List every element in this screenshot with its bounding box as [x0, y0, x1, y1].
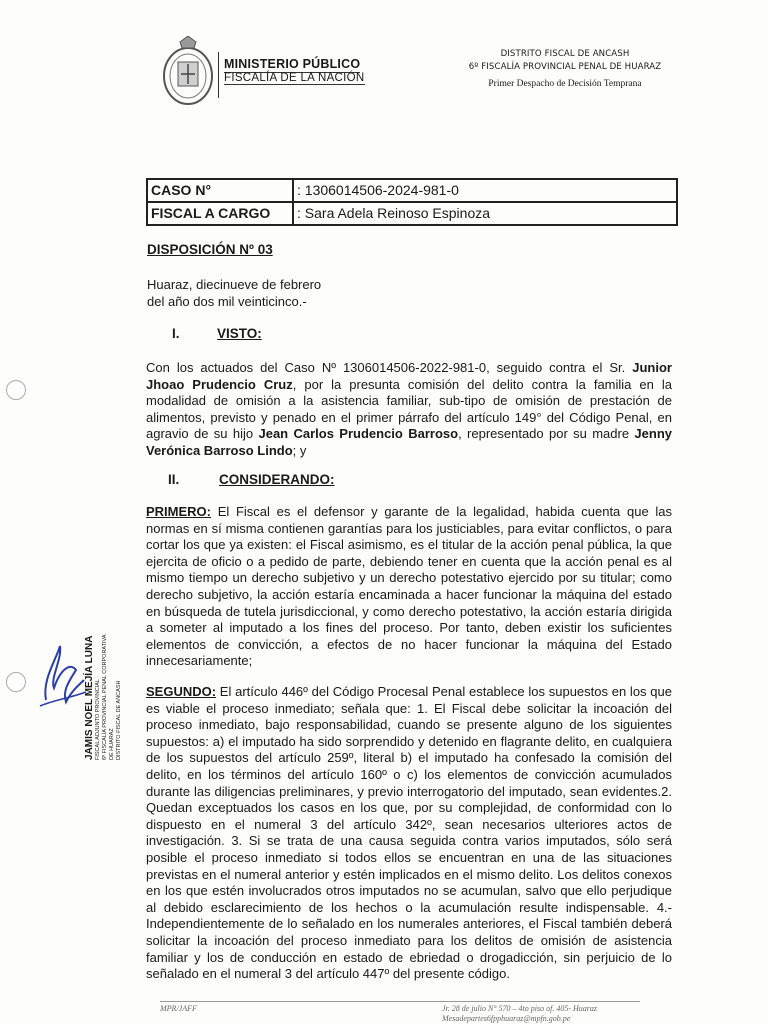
segundo-text: El artículo 446º del Código Procesal Penal establece los supuestos en los que es viable el proceso inmediato; señala que: 1. El Fiscal debe solicitar la incoación del proceso inmediato, bajo responsabilidad, cuando se presente alguno de los siguientes supuestos: a) el imputado ha sido sorprendido y detenido en flagrante delito, en cualquiera de los supuestos del artículo 259º, literal b) el imputado ha confesado la comisión del delito, en los términos del artículo 160º o c) los elementos de convicción acumulados durante las diligencias preliminares, y previo interrogatorio del imputado, sean evidentes.2. Quedan exceptuados los casos en los que, por su complejidad, de conformidad con lo dispuesto en el numeral 3 del artículo 342º, sean necesarios ulteriores actos de investigación. 3. Si se trata de una causa seguida contra varios imputados, sólo será posible el proceso inmediato si todos ellos se encuentran en una de las situaciones previstas en el numeral anterior y estén implicados en el mismo delito. Los delitos conexos en los que estén involucrados otros imputados no se acumulan, salvo que ello perjudique al debido esclarecimiento de los hechos o la acumulación resulte indispensable. 4.- Independientemente de lo señalado en los numerales anteriores, el Fiscal también deberá solicitar la incoación del proceso inmediato para los delitos de omisión de asistencia familiar y los de conducción en estado de ebriedad o drogadicción, sin perjuicio de lo señalado en el numeral 3 del artículo 447º del presente código.: [146, 684, 672, 982]
victim-name: Jean Carlos Prudencio Barroso: [258, 426, 459, 442]
place-date: [147, 276, 321, 310]
accused-name: Junior Jhoao Prudencio Cruz: [146, 360, 672, 392]
case-number-value: : 1306014506-2024-981-0: [297, 182, 459, 198]
ministerio-publico-seal-logo: [160, 36, 216, 108]
mother-name: Jenny Verónica Barroso Lindo: [146, 426, 672, 458]
binder-hole: [6, 672, 26, 692]
office-heading: [440, 48, 690, 89]
section-number: II.: [168, 472, 180, 487]
ministry-title: MINISTERIO PÚBLICO: [224, 57, 361, 71]
case-row: [148, 180, 676, 201]
visto-text: , por la presunta comisión del delito contra la familia en la modalidad de omisión a la asistencia familiar, sub-tipo de omisión de prestación de alimentos, previsto y penado en el primer párrafo del artículo 149° del Código Penal, en agravio de su hijo: [146, 376, 672, 442]
footer-address: [442, 1004, 597, 1024]
visto-text: , representado por su madre: [458, 426, 635, 442]
case-info-table: [146, 178, 678, 226]
ministry-subtitle: FISCALÍA DE LA NACIÓN: [224, 72, 365, 84]
official-stamp: [84, 635, 123, 761]
office-sub-label: Primer Despacho de Decisión Temprana: [488, 79, 642, 89]
binder-hole: [6, 380, 26, 400]
disposition-title: DISPOSICIÓN Nº 03: [147, 242, 273, 257]
fiscal-value: : Sara Adela Reinoso Espinoza: [297, 205, 491, 221]
header-divider: [218, 52, 219, 98]
place-date-line1: Huaraz, diecinueve de febrero: [147, 277, 322, 292]
primero-text: El Fiscal es el defensor y garante de la legalidad, habida cuenta que las normas en sí misma contienen garantías para los justiciables, para evitar conflictos, o para cortar los que ya existen: el Fiscal asimismo, es el titular de la acción penal pública, la que ejercita de oficio o a pedido de parte, debiendo tener en cuenta que la acción penal es al mismo tiempo un derecho subjetivo y un derecho potestativo ejercido por su titular; como derecho subjetivo, la acción estaría encaminada a hacer funcionar la máquina del estado en búsqueda de tutela jurisdiccional, y como derecho potestativo, la acción estaría dirigida a someter al imputado a los fines del proceso. Por tanto, deben existir los suficientes elementos de convicción, a efectos de no hacer funcionar la máquina del Estado innecesariamente;: [146, 504, 672, 669]
visto-paragraph: [146, 360, 672, 460]
section-number: I.: [172, 326, 180, 341]
district-label: DISTRITO FISCAL DE ANCASH: [500, 49, 630, 59]
footer-address-line: Jr. 28 de julio N° 570 – 4to piso of. 405- Huaraz: [442, 1004, 597, 1013]
footer-email: Mesadepartes6fpphuaraz@mpfn.gob.pe: [442, 1014, 571, 1023]
place-date-line2: del año dos mil veinticinco.-: [147, 294, 307, 309]
segundo-keyword: SEGUNDO:: [146, 684, 217, 699]
segundo-paragraph: [146, 684, 672, 983]
stamp-line: 6º FISCALÍA PROVINCIAL PENAL CORPORATIVA: [102, 634, 108, 760]
footer-rule: [160, 1001, 640, 1002]
visto-text: ; y: [292, 442, 307, 458]
fiscal-label: FISCAL A CARGO: [148, 203, 294, 224]
stamp-name: JAMIS NOEL MEJÍA LUNA: [84, 635, 95, 760]
footer-initials: MPR/JAFF: [160, 1004, 197, 1013]
primero-keyword: PRIMERO:: [146, 504, 211, 519]
primero-paragraph: [146, 504, 672, 670]
section-title: CONSIDERANDO:: [219, 472, 335, 487]
stamp-line: DISTRITO FISCAL DE ANCASH: [116, 680, 122, 760]
handwritten-signature: [36, 640, 88, 717]
section-title: VISTO:: [217, 326, 262, 341]
office-label: 6º FISCALÍA PROVINCIAL PENAL DE HUARAZ: [468, 62, 662, 72]
fiscal-row: [148, 201, 676, 224]
case-number-label: CASO N°: [148, 180, 294, 201]
stamp-line: FISCAL ADJUNTO PROVINCIAL: [95, 679, 101, 760]
stamp-line: DE HUARAZ: [109, 728, 115, 760]
visto-text: Con los actuados del Caso Nº 1306014506-2022-981-0, seguido contra el Sr.: [146, 360, 633, 375]
